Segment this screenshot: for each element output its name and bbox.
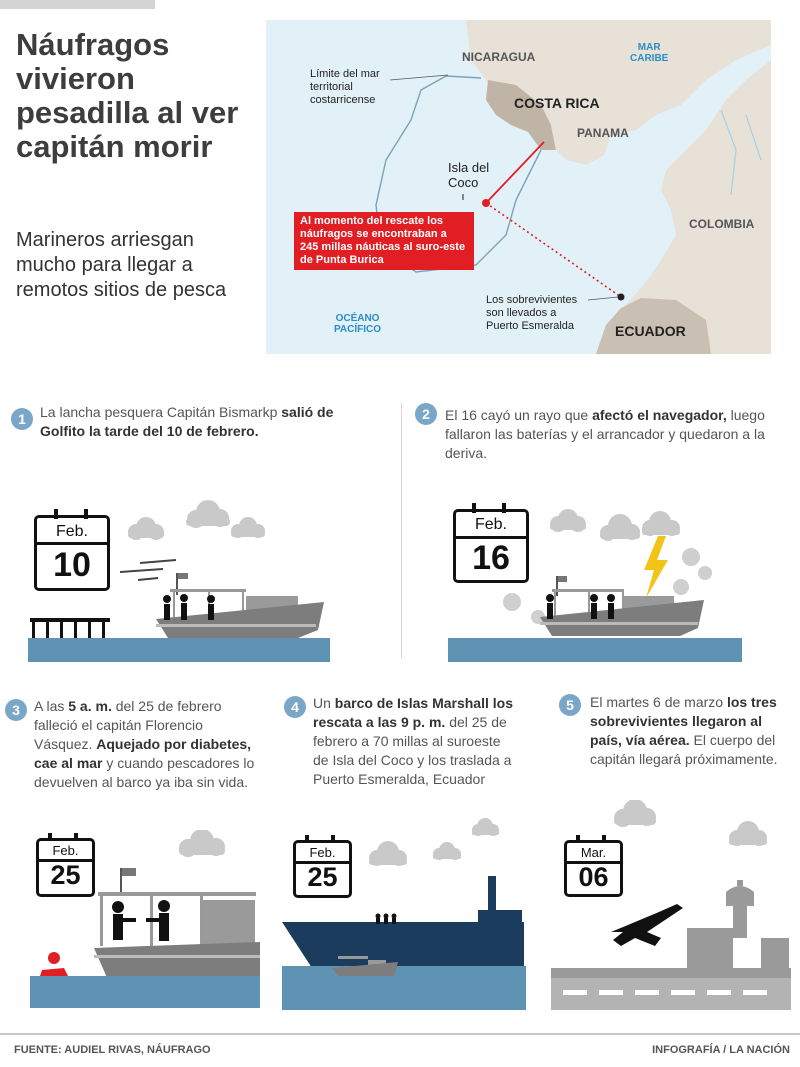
- calendar-ring: [305, 835, 309, 843]
- sailor-figures: [112, 900, 170, 941]
- calendar-feb-25: Feb. 25: [36, 838, 95, 897]
- lightning-icon: [644, 536, 668, 598]
- label-survivors-route: Los sobrevivientes son llevados a Puerto Esmeralda: [486, 294, 578, 332]
- calendar-ring: [472, 503, 476, 513]
- step-5-text: El martes 6 de marzo los tres sobrevivientes llegaron al país, vía aérea. El cuerpo del capitán llegará próximamente.: [590, 694, 778, 767]
- label-territorial-limit: Límite del mar territorial costarricense: [310, 68, 380, 106]
- water: [30, 976, 260, 1008]
- calendar-ring: [576, 835, 580, 843]
- step-number-4: 4: [284, 696, 306, 718]
- calendar-ring: [602, 835, 606, 843]
- calendar-feb-16: Feb. 16: [453, 509, 529, 583]
- infographic-credit: INFOGRAFÍA / LA NACIÓN: [652, 1044, 790, 1056]
- label-oceano-pacifico: OCÉANO PACÍFICO: [334, 313, 382, 335]
- cloud-icon: [128, 500, 265, 540]
- sailor-figures: [376, 914, 397, 925]
- label-ecuador: ECUADOR: [615, 323, 686, 339]
- calendar-ring: [48, 833, 52, 841]
- label-mar-caribe: MAR CARIBE: [630, 42, 669, 64]
- calendar-ring: [54, 509, 58, 519]
- person-in-water-icon: [40, 952, 68, 976]
- water: [28, 638, 330, 662]
- step-number-5: 5: [559, 694, 581, 716]
- water: [448, 638, 742, 662]
- label-isla-del-coco: Isla del Coco: [448, 160, 490, 190]
- rescue-callout: Al momento del rescate los náufragos se encontraban a 245 millas náuticas al suro-este de Punta Burica: [294, 212, 474, 270]
- column-divider: [401, 403, 402, 658]
- step-number-3: 3: [5, 699, 27, 721]
- calendar-ring: [84, 509, 88, 519]
- puerto-esmeralda-point: [618, 294, 625, 301]
- label-panama: PANAMA: [577, 126, 629, 140]
- rescue-point: [482, 199, 490, 207]
- step-3-text: A las 5 a. m. del 25 de febrero falleció el capitán Florencio Vásquez. Aquejado por diabetes, cae al mar y cuando pescadores lo devuelven al barco ya iba sin vida.: [34, 698, 255, 790]
- calendar-mar-06: Mar. 06: [564, 840, 623, 897]
- page-subtitle: Marineros arriesgan mucho para llegar a remotos sitios de pesca: [16, 229, 227, 301]
- transfer-route: [486, 203, 621, 297]
- step-2-text: El 16 cayó un rayo que afectó el navegador, luego fallaron las baterías y el arrancador y quedaron a la deriva.: [445, 407, 765, 461]
- rescue-line: [486, 142, 544, 203]
- water: [282, 966, 526, 1010]
- illustration-plane-arrival: [551, 800, 791, 1010]
- step-4-text: Un barco de Islas Marshall los rescata a las 9 p. m. del 25 de febrero a 70 millas al suroeste de Isla del Coco y los traslada a Puerto Esmeralda, Ecuador: [313, 695, 513, 787]
- page-title: Náufragos vivieron pesadilla al ver capitán morir: [16, 27, 239, 164]
- airplane-icon: [611, 904, 683, 946]
- label-nicaragua: NICARAGUA: [462, 50, 536, 64]
- label-colombia: COLOMBIA: [689, 217, 755, 231]
- step-1-text: La lancha pesquera Capitán Bismarkp salió de Golfito la tarde del 10 de febrero.: [40, 404, 334, 439]
- source-credit: FUENTE: AUDIEL RIVAS, NÁUFRAGO: [14, 1044, 211, 1056]
- top-accent-bar: [0, 0, 155, 9]
- footer-divider: [0, 1033, 800, 1035]
- speed-lines: [120, 560, 176, 580]
- step-number-2: 2: [415, 403, 437, 425]
- cloud-icon: [614, 800, 767, 846]
- calendar-ring: [502, 503, 506, 513]
- calendar-feb-10: Feb. 10: [34, 515, 110, 591]
- calendar-ring: [331, 835, 335, 843]
- calendar-ring: [74, 833, 78, 841]
- cloud-icon: [369, 818, 499, 866]
- step-number-1: 1: [11, 408, 33, 430]
- route-map: [266, 20, 771, 354]
- label-costa-rica: COSTA RICA: [514, 95, 600, 111]
- cloud-icon: [179, 830, 225, 857]
- calendar-feb-25-rescue: Feb. 25: [293, 840, 352, 898]
